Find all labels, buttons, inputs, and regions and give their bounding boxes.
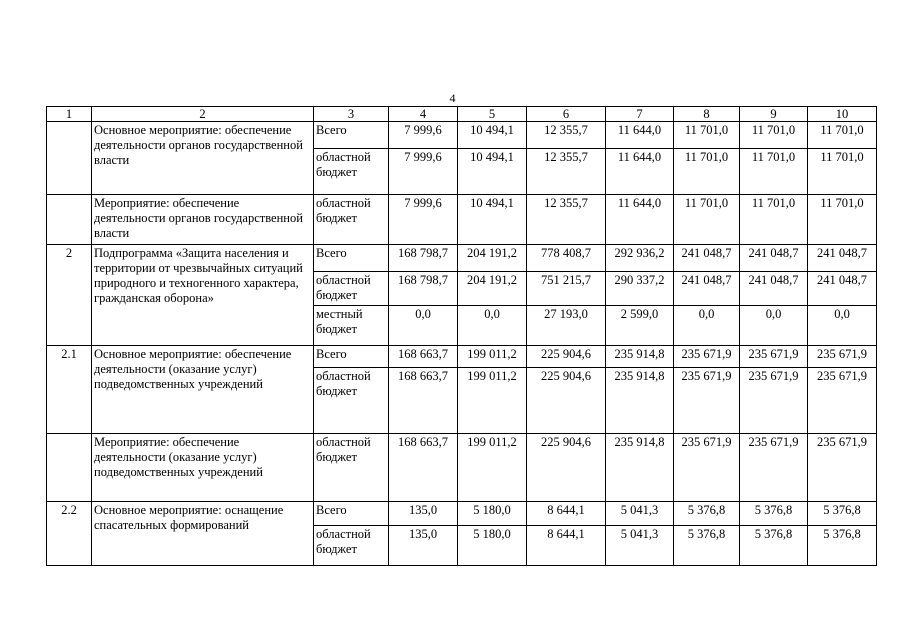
amount-cell: 5 376,8 — [740, 502, 808, 526]
amount-cell: 5 376,8 — [674, 526, 740, 566]
amount-cell: 135,0 — [389, 502, 458, 526]
amount-cell: 0,0 — [674, 306, 740, 346]
amount-cell: 235 671,9 — [740, 434, 808, 502]
funding-source: Всего — [314, 502, 389, 526]
amount-cell: 235 671,9 — [740, 346, 808, 368]
table-row — [47, 434, 877, 502]
header-cell: 10 — [808, 107, 877, 122]
funding-source: областной бюджет — [314, 434, 389, 502]
item-name: Подпрограмма «Защита населения и территории от чрезвычайных ситуаций природного и техногенного характера, гражданская оборона» — [92, 245, 314, 346]
header-cell: 8 — [674, 107, 740, 122]
amount-cell: 5 041,3 — [606, 526, 674, 566]
funding-source: Всего — [314, 245, 389, 272]
amount-cell: 5 376,8 — [674, 502, 740, 526]
amount-cell: 11 644,0 — [606, 122, 674, 149]
amount-cell: 8 644,1 — [527, 502, 606, 526]
amount-cell: 135,0 — [389, 526, 458, 566]
amount-cell: 778 408,7 — [527, 245, 606, 272]
table-row — [47, 245, 877, 272]
amount-cell: 0,0 — [458, 306, 527, 346]
amount-cell: 292 936,2 — [606, 245, 674, 272]
amount-cell: 225 904,6 — [527, 346, 606, 368]
amount-cell: 290 337,2 — [606, 272, 674, 306]
header-cell: 6 — [527, 107, 606, 122]
amount-cell: 7 999,6 — [389, 149, 458, 195]
amount-cell: 225 904,6 — [527, 434, 606, 502]
amount-cell: 204 191,2 — [458, 272, 527, 306]
amount-cell: 5 376,8 — [740, 526, 808, 566]
table-row — [47, 502, 877, 526]
amount-cell: 11 701,0 — [740, 195, 808, 245]
amount-cell: 199 011,2 — [458, 434, 527, 502]
amount-cell: 8 644,1 — [527, 526, 606, 566]
item-name: Основное мероприятие: обеспечение деятельности органов государственной власти — [92, 122, 314, 195]
amount-cell: 5 180,0 — [458, 502, 527, 526]
page-number: 4 — [449, 91, 456, 105]
funding-source: Всего — [314, 122, 389, 149]
item-number: 2.1 — [47, 346, 92, 434]
funding-source: Всего — [314, 346, 389, 368]
header-cell: 9 — [740, 107, 808, 122]
table-row — [47, 122, 877, 149]
table-row — [47, 195, 877, 245]
item-name: Мероприятие: обеспечение деятельности органов государственной власти — [92, 195, 314, 245]
amount-cell: 7 999,6 — [389, 195, 458, 245]
amount-cell: 0,0 — [808, 306, 877, 346]
amount-cell: 168 663,7 — [389, 368, 458, 434]
amount-cell: 235 671,9 — [808, 346, 877, 368]
header-cell: 5 — [458, 107, 527, 122]
item-number: 2.2 — [47, 502, 92, 566]
funding-source: местный бюджет — [314, 306, 389, 346]
item-number — [47, 434, 92, 502]
amount-cell: 241 048,7 — [808, 245, 877, 272]
item-number: 2 — [47, 245, 92, 346]
amount-cell: 5 180,0 — [458, 526, 527, 566]
funding-source: областной бюджет — [314, 149, 389, 195]
amount-cell: 2 599,0 — [606, 306, 674, 346]
amount-cell: 0,0 — [740, 306, 808, 346]
amount-cell: 11 701,0 — [674, 195, 740, 245]
amount-cell: 11 701,0 — [674, 149, 740, 195]
amount-cell: 5 041,3 — [606, 502, 674, 526]
amount-cell: 241 048,7 — [674, 245, 740, 272]
amount-cell: 10 494,1 — [458, 149, 527, 195]
amount-cell: 11 701,0 — [808, 195, 877, 245]
amount-cell: 235 671,9 — [674, 368, 740, 434]
header-cell: 7 — [606, 107, 674, 122]
budget-table — [46, 106, 877, 566]
amount-cell: 7 999,6 — [389, 122, 458, 149]
amount-cell: 10 494,1 — [458, 195, 527, 245]
amount-cell: 235 671,9 — [808, 434, 877, 502]
amount-cell: 235 671,9 — [674, 346, 740, 368]
amount-cell: 11 701,0 — [808, 122, 877, 149]
amount-cell: 11 644,0 — [606, 149, 674, 195]
header-cell: 1 — [47, 107, 92, 122]
amount-cell: 235 671,9 — [740, 368, 808, 434]
amount-cell: 10 494,1 — [458, 122, 527, 149]
amount-cell: 168 798,7 — [389, 272, 458, 306]
item-number — [47, 122, 92, 195]
amount-cell: 5 376,8 — [808, 502, 877, 526]
amount-cell: 11 701,0 — [808, 149, 877, 195]
amount-cell: 12 355,7 — [527, 195, 606, 245]
item-number — [47, 195, 92, 245]
table-row — [47, 346, 877, 368]
amount-cell: 168 798,7 — [389, 245, 458, 272]
amount-cell: 11 701,0 — [674, 122, 740, 149]
amount-cell: 5 376,8 — [808, 526, 877, 566]
header-row — [47, 107, 877, 122]
amount-cell: 241 048,7 — [808, 272, 877, 306]
funding-source: областной бюджет — [314, 526, 389, 566]
amount-cell: 12 355,7 — [527, 122, 606, 149]
amount-cell: 241 048,7 — [674, 272, 740, 306]
funding-source: областной бюджет — [314, 195, 389, 245]
amount-cell: 168 663,7 — [389, 434, 458, 502]
amount-cell: 12 355,7 — [527, 149, 606, 195]
header-cell: 4 — [389, 107, 458, 122]
item-name: Мероприятие: обеспечение деятельности (оказание услуг) подведомственных учреждений — [92, 434, 314, 502]
funding-source: областной бюджет — [314, 272, 389, 306]
amount-cell: 235 914,8 — [606, 346, 674, 368]
amount-cell: 235 671,9 — [808, 368, 877, 434]
amount-cell: 241 048,7 — [740, 245, 808, 272]
amount-cell: 225 904,6 — [527, 368, 606, 434]
amount-cell: 0,0 — [389, 306, 458, 346]
amount-cell: 199 011,2 — [458, 346, 527, 368]
amount-cell: 235 914,8 — [606, 434, 674, 502]
amount-cell: 11 701,0 — [740, 149, 808, 195]
amount-cell: 199 011,2 — [458, 368, 527, 434]
header-cell: 2 — [92, 107, 314, 122]
amount-cell: 235 671,9 — [674, 434, 740, 502]
amount-cell: 27 193,0 — [527, 306, 606, 346]
amount-cell: 11 644,0 — [606, 195, 674, 245]
amount-cell: 235 914,8 — [606, 368, 674, 434]
header-cell: 3 — [314, 107, 389, 122]
amount-cell: 241 048,7 — [740, 272, 808, 306]
amount-cell: 11 701,0 — [740, 122, 808, 149]
item-name: Основное мероприятие: оснащение спасательных формирований — [92, 502, 314, 566]
funding-source: областной бюджет — [314, 368, 389, 434]
item-name: Основное мероприятие: обеспечение деятельности (оказание услуг) подведомственных учреждений — [92, 346, 314, 434]
amount-cell: 751 215,7 — [527, 272, 606, 306]
amount-cell: 168 663,7 — [389, 346, 458, 368]
amount-cell: 204 191,2 — [458, 245, 527, 272]
